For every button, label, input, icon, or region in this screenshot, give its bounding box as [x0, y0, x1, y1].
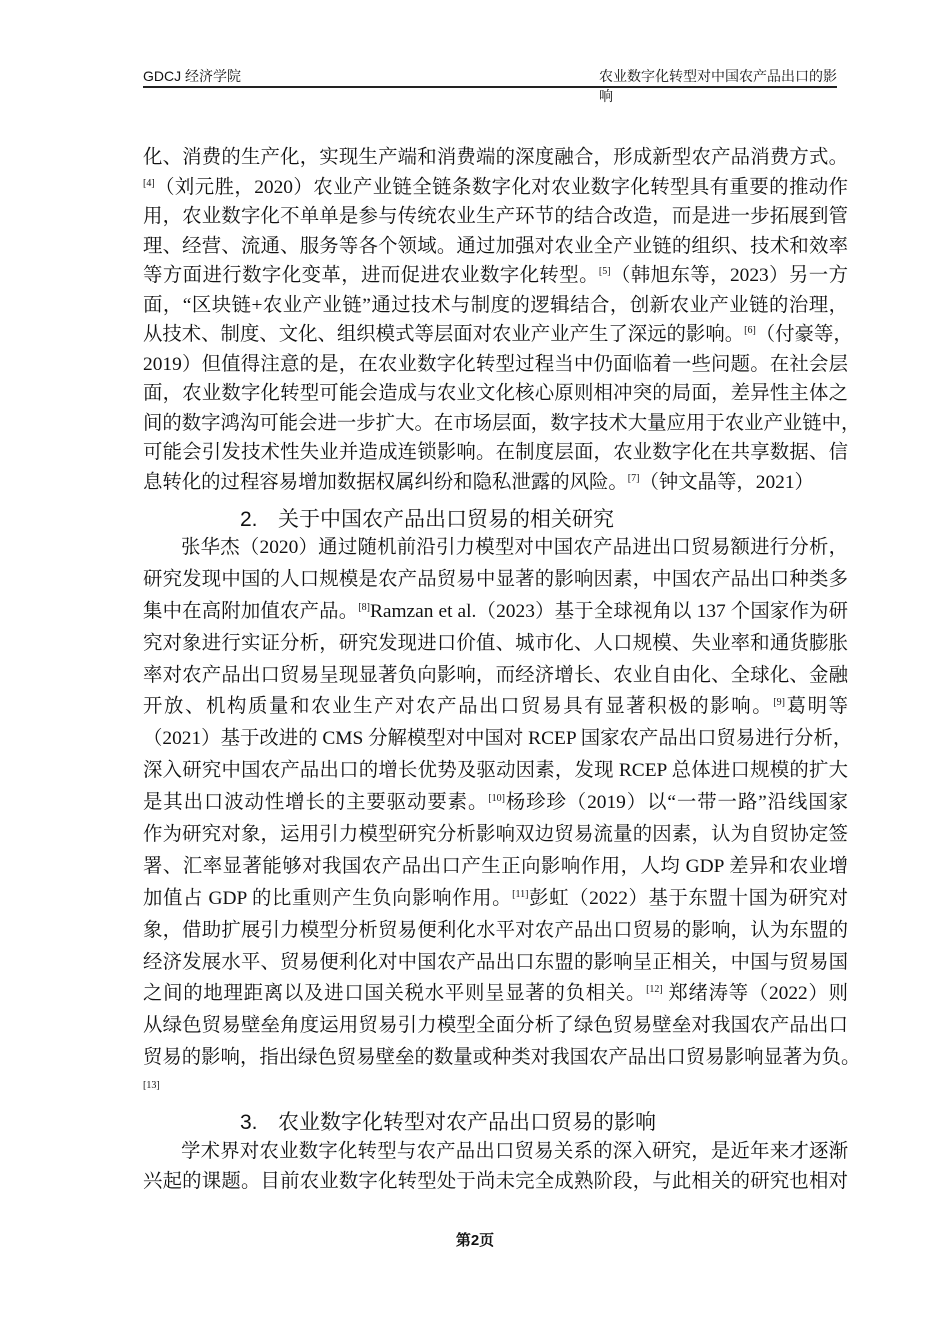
text-run: 作为研究对象，运用引力模型研究分析影响双边贸易流量的因素，认为自贸协定签 [143, 824, 848, 846]
text-line [143, 947, 848, 979]
text-run: 贸易的影响，指出绿色贸易壁垒的数量或种类对我国农产品出口贸易影响显著为负。 [143, 1047, 861, 1069]
text-run: 从绿色贸易壁垒角度运用贸易引力模型全面分析了绿色贸易壁垒对我国农产品出口 [143, 1015, 848, 1037]
page-number: 第2页 [455, 1232, 495, 1249]
text-run: 息转化的过程容易增加数据权属纠纷和隐私泄露的风险。 [143, 471, 628, 493]
text-line [143, 379, 848, 409]
text-run: 间的数字鸿沟可能会进一步扩大。在市场层面，数字技术大量应用于农业产业链中， [143, 412, 861, 434]
text-line [143, 1010, 848, 1042]
citation-reference: [10] [488, 793, 505, 805]
text-line [143, 851, 848, 883]
text-line [143, 564, 848, 596]
text-run: 面，农业数字化转型可能会造成与农业文化核心原则相冲突的局面，差异性主体之 [143, 383, 848, 404]
text-run: 化、消费的生产化，实现生产端和消费端的深度融合，形成新型农产品消费方式。 [143, 147, 848, 168]
text-line [143, 409, 861, 439]
citation-reference: [11] [512, 888, 529, 900]
text-line [143, 723, 853, 755]
text-run: Ramzan et al.（2023）基于全球视角以 137 个国家作为研 [369, 600, 848, 622]
text-run: 究对象进行实证分析，研究发现进口价值、城市化、人口规模、失业率和通货膨胀 [143, 632, 848, 654]
citation-reference: [7] [627, 472, 640, 484]
text-run: （2021）基于改进的 CMS 分解模型对中国对 RCEP 国家农产品出口贸易进行分析， [143, 728, 853, 750]
paragraph-3 [143, 1137, 848, 1196]
text-run: 研究发现中国的人口规模是农产品贸易中显著的影响因素，中国农产品出口种类多 [143, 568, 848, 590]
text-run: 深入研究中国农产品出口的增长优势及驱动因素，发现 RCEP 总体进口规模的扩大 [143, 760, 848, 782]
text-run: 是其出口波动性增长的主要驱动要素。 [143, 792, 489, 814]
text-line [143, 883, 848, 915]
text-run: （付豪等， [755, 324, 853, 345]
text-line [143, 143, 848, 173]
text-run: 张华杰（2020）通过随机前沿引力模型对中国农产品进出口贸易额进行分析， [181, 537, 848, 558]
header-right: 农业数字化转型对中国农产品出口的影响 [599, 68, 837, 104]
text-run: 面，“区块链+农业产业链”通过技术与制度的逻辑结合，创新农业产业链的治理， [143, 294, 848, 316]
text-line [143, 596, 848, 628]
page-header [143, 64, 837, 104]
text-line [143, 787, 848, 819]
paragraph-1 [143, 143, 861, 497]
text-run: 彭虹（2022）基于东盟十国为研究对 [528, 887, 849, 909]
text-run: 从技术、制度、文化、组织模式等层面对农业产业产生了深远的影响。 [143, 324, 745, 345]
citation-reference: [8] [358, 601, 370, 613]
text-run: 开放、机构质量和农业生产对农产品出口贸易具有显著积极的影响。 [143, 696, 774, 718]
text-line [143, 291, 848, 321]
text-line [143, 468, 848, 498]
text-line [143, 202, 848, 232]
header-left: GDCJ 经济学院 [143, 68, 241, 84]
text-line [143, 755, 848, 787]
text-run: 率对农产品出口贸易呈现显著负向影响，而经济增长、农业自由化、全球化、金融 [143, 664, 848, 686]
text-line [143, 232, 848, 262]
citation-reference: [12] [646, 984, 663, 996]
text-line [143, 1074, 848, 1106]
section-heading-3 [240, 1106, 656, 1136]
text-run: 集中在高附加值农产品。 [143, 600, 359, 622]
text-line [143, 261, 848, 291]
text-run: 兴起的课题。目前农业数字化转型处于尚未完全成熟阶段，与此相关的研究也相对 [143, 1170, 848, 1192]
text-run: 杨珍珍（2019）以“一带一路”沿线国家 [504, 792, 848, 814]
heading-number: 3. [240, 1111, 258, 1134]
text-line [143, 691, 848, 723]
citation-reference: [5] [598, 266, 611, 277]
text-line [143, 532, 848, 564]
text-line [143, 1167, 848, 1197]
text-line [143, 173, 848, 203]
text-run: （刘元胜，2020）农业产业链全链条数字化对农业数字化转型具有重要的推动作 [154, 176, 848, 198]
paragraph-2 [143, 532, 861, 1106]
text-line [143, 1042, 861, 1074]
text-line [143, 978, 848, 1010]
text-run: （韩旭东等，2023）另一方 [610, 265, 849, 286]
text-line [143, 320, 853, 350]
section-heading-2 [240, 503, 614, 533]
text-run: 之间的地理距离以及进口国关税水平则呈显著的负相关。 [143, 983, 647, 1005]
text-line [143, 628, 848, 660]
text-run: 理、经营、流通、服务等各个领域。通过加强对农业全产业链的组织、技术和效率 [143, 235, 848, 257]
citation-reference: [13] [143, 1080, 160, 1092]
heading-title: 关于中国农产品出口贸易的相关研究 [278, 508, 614, 531]
citation-reference: [9] [773, 697, 785, 709]
text-run: （钟文晶等，2021） [639, 471, 814, 493]
text-run: 署、汇率显著能够对我国农产品出口产生正向影响作用，人均 GDP 差异和农业增 [143, 855, 848, 877]
citation-reference: [6] [744, 325, 756, 336]
text-run: 象，借助扩展引力模型分析贸易便利化水平对农产品出口贸易的影响，认为东盟的 [143, 919, 848, 941]
text-run: 可能会引发技术性失业并造成连锁影响。在制度层面，农业数字化在共享数据、信 [143, 442, 848, 463]
text-run: 经济发展水平、贸易便利化对中国农产品出口东盟的影响呈正相关，中国与贸易国 [143, 951, 848, 973]
text-run: 葛明等 [784, 696, 848, 718]
text-run: 用，农业数字化不单单是参与传统农业生产环节的结合改造，而是进一步拓展到管 [143, 206, 848, 227]
heading-title: 农业数字化转型对农产品出口贸易的影响 [278, 1111, 656, 1134]
text-run: 学术界对农业数字化转型与农产品出口贸易关系的深入研究，是近年来才逐渐 [181, 1141, 848, 1162]
text-line [143, 438, 848, 468]
text-line [143, 1137, 848, 1167]
text-line [143, 660, 848, 692]
text-run: 等方面进行数字化变革，进而促进农业数字化转型。 [143, 265, 599, 286]
text-line [143, 915, 848, 947]
text-run: 郑绪涛等（2022）则 [662, 983, 848, 1005]
heading-number: 2. [240, 508, 258, 531]
text-line [143, 819, 848, 851]
text-run: 加值占 GDP 的比重则产生负向影响作用。 [143, 887, 513, 909]
text-line [143, 350, 848, 380]
text-run: 2019）但值得注意的是，在农业数字化转型过程当中仍面临着一些问题。在社会层 [143, 353, 848, 375]
citation-reference: [4] [143, 177, 155, 189]
